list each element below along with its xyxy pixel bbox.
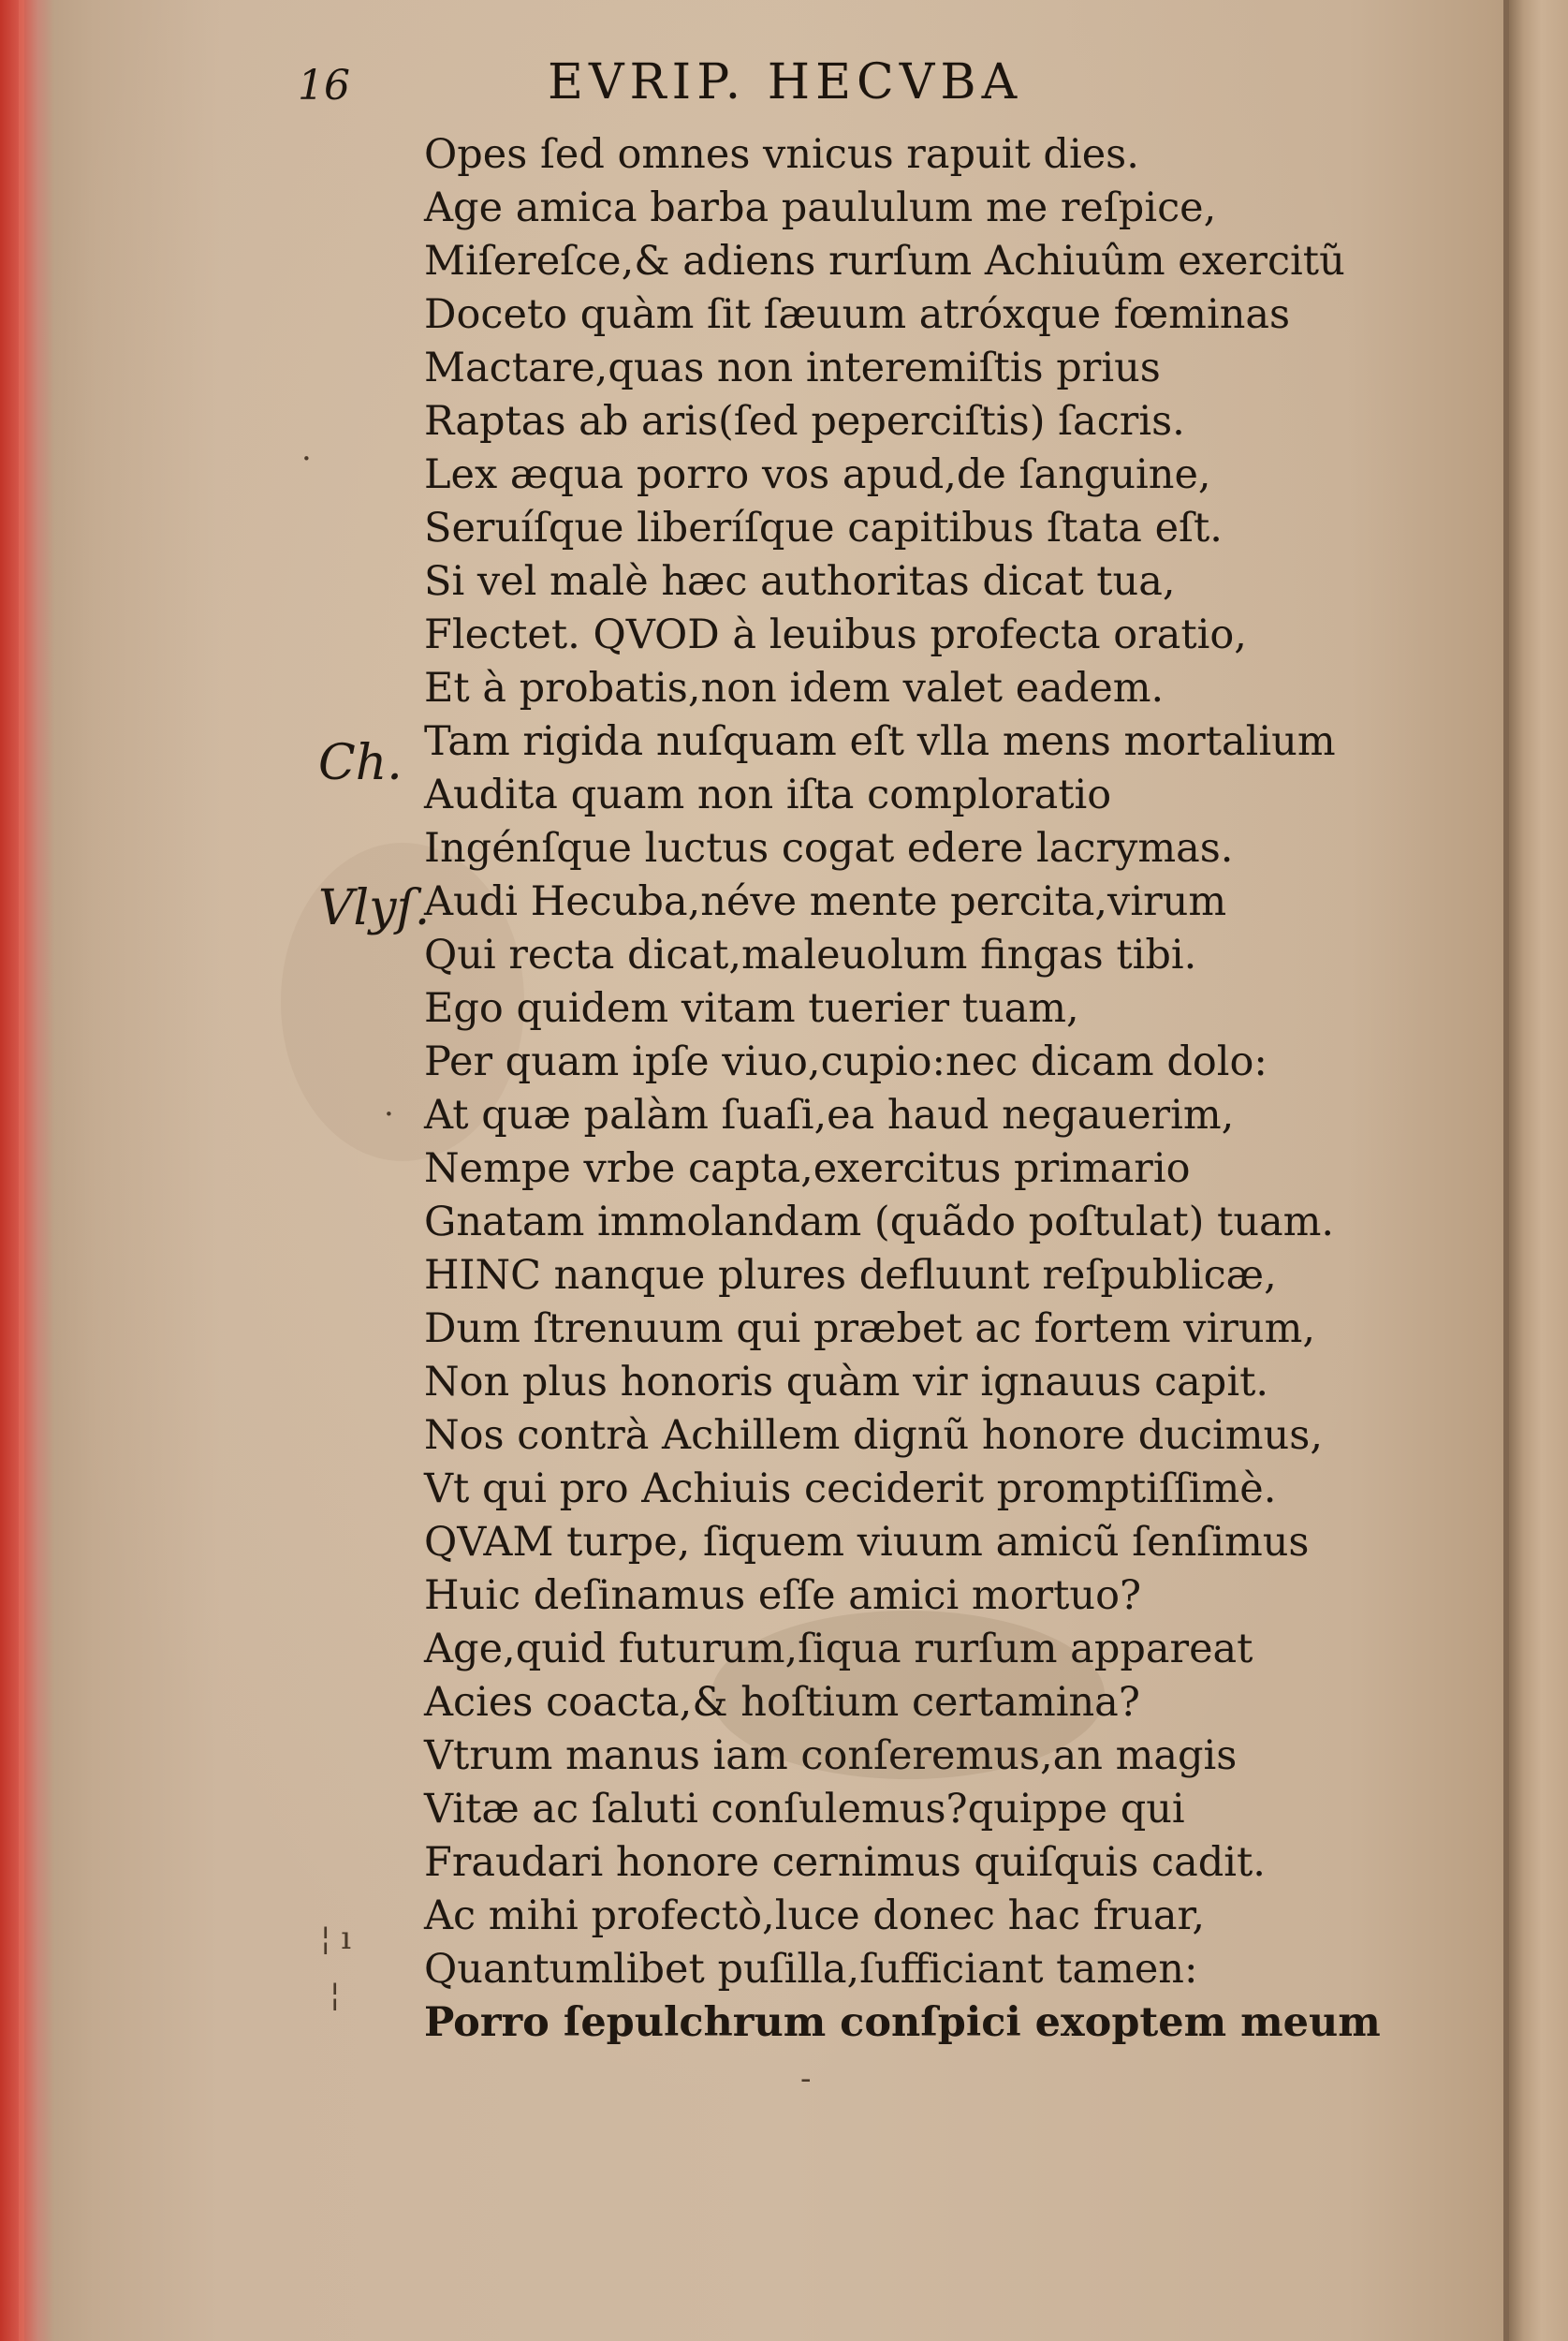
- verse-line: Miſereſce,& adiens rurſum Achiuûm exercitũ: [424, 238, 1345, 285]
- verse-line: Opes ſed omnes vnicus rapuit dies.: [424, 131, 1139, 178]
- verse-line: Flectet. QVOD à leuibus profecta oratio,: [424, 611, 1247, 658]
- running-title: EVRIP. HECVBA: [548, 54, 1023, 110]
- verse-line: Porro ſepulchrum conſpici exoptem meum: [424, 1999, 1381, 2046]
- margin-dot: ·: [301, 440, 312, 478]
- verse-text: [424, 126, 1398, 2055]
- speaker-label-ulysses: Vlyſ.: [318, 880, 431, 936]
- verse-line: Si vel malè hæc authoritas dicat tua,: [424, 558, 1176, 605]
- verse-line: Mactare,quas non interemiſtis prius: [424, 345, 1161, 391]
- verse-line: Non plus honoris quàm vir ignauus capit.: [424, 1359, 1269, 1406]
- verse-line: QVAM turpe, ſiquem viuum amicũ ſenſimus: [424, 1519, 1310, 1566]
- verse-line: Age,quid futurum,ſiqua rurſum appareat: [424, 1626, 1253, 1672]
- verse-line: Vt qui pro Achiuis ceciderit promptiſſimè.: [424, 1465, 1277, 1512]
- verse-line: Nos contrà Achillem dignũ honore ducimus,: [424, 1412, 1323, 1459]
- verse-line: Quantumlibet puſilla,ſufficiant tamen:: [424, 1946, 1198, 1993]
- verse-line: Fraudari honore cernimus quiſquis cadit.: [424, 1839, 1266, 1886]
- verse-line: Audita quam non iſta comploratio: [424, 772, 1112, 818]
- verse-line: Et à probatis,non idem valet eadem.: [424, 665, 1165, 712]
- margin-tick: ¦ ı: [320, 1920, 352, 1957]
- verse-line: Qui recta dicat,maleuolum fingas tibi.: [424, 932, 1197, 979]
- margin-dot: -: [800, 2060, 812, 2098]
- verse-line: Tam rigida nuſquam eſt vlla mens mortalium: [424, 718, 1336, 765]
- verse-line: Vitæ ac ſaluti conſulemus?quippe qui: [424, 1786, 1185, 1833]
- verse-line: Gnatam immolandam (quãdo poſtulat) tuam.: [424, 1199, 1335, 1245]
- verse-line: Dum ſtrenuum qui præbet ac fortem virum,: [424, 1305, 1316, 1352]
- fore-edge: [1509, 0, 1568, 2341]
- verse-line: Vtrum manus iam conſeremus,an magis: [424, 1732, 1238, 1779]
- verse-line: Ingénſque luctus cogat edere lacrymas.: [424, 825, 1234, 872]
- verse-line: Seruíſque liberíſque capitibus ſtata eſt.: [424, 505, 1223, 552]
- verse-line: Ac mihi profectò,luce donec hac fruar,: [424, 1892, 1206, 1939]
- verse-line: At quæ palàm ſuaſi,ea haud negauerim,: [424, 1092, 1235, 1139]
- verse-line: Lex æqua porro vos apud,de ſanguine,: [424, 451, 1211, 498]
- red-page-edge: [0, 0, 54, 2341]
- verse-line: Acies coacta,& hoſtium certamina?: [424, 1679, 1140, 1726]
- verse-line: Ego quidem vitam tuerier tuam,: [424, 985, 1079, 1032]
- verse-line: HINC nanque plures defluunt reſpublicæ,: [424, 1252, 1277, 1299]
- speaker-label-chorus: Ch.: [318, 735, 403, 791]
- verse-line: Nempe vrbe capta,exercitus primario: [424, 1145, 1191, 1192]
- verse-line: Per quam ipſe viuo,cupio:nec dicam dolo:: [424, 1038, 1268, 1085]
- margin-dot: ·: [384, 1096, 394, 1133]
- margin-tick: ¦: [330, 1976, 341, 2013]
- page-number: 16: [298, 62, 350, 110]
- verse-line: Audi Hecuba,néve mente percita,virum: [424, 878, 1227, 925]
- verse-line: Doceto quàm ſit ſæuum atróxque fœminas: [424, 291, 1291, 338]
- verse-line: Raptas ab aris(ſed peperciſtis) ſacris.: [424, 398, 1185, 445]
- verse-line: Huic deſinamus eſſe amici mortuo?: [424, 1572, 1142, 1619]
- verse-line: Age amica barba paululum me reſpice,: [424, 184, 1217, 231]
